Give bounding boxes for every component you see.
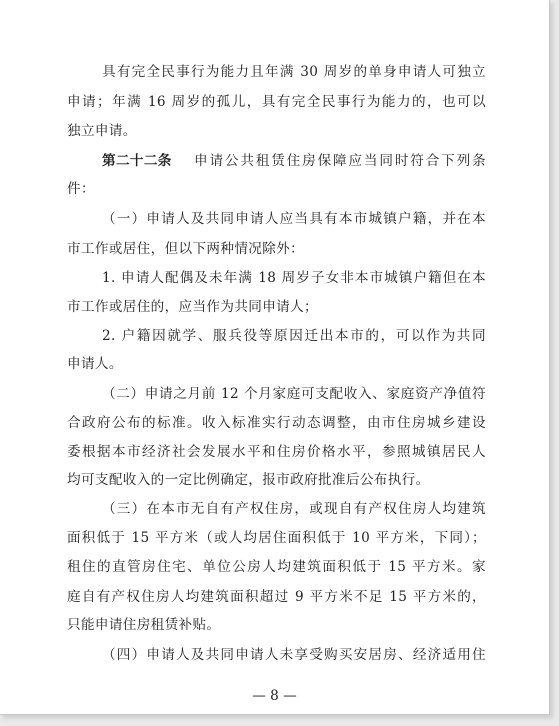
text-line: 委根据本市经济社会发展水平和住房价格水平，参照城镇居民人 [67, 444, 486, 460]
text-line: 独立申请。 [67, 123, 137, 139]
text-line: （一）申请人及共同申请人应当具有本市城镇户籍，并在本 [102, 211, 486, 227]
text-line: 只能申请住房租赁补贴。 [67, 617, 221, 633]
text-line: 1. 申请人配偶及未年满 18 周岁子女非本市城镇户籍但在本 [102, 270, 486, 286]
text-line: 申请人。 [67, 356, 123, 372]
text-line: 均可支配收入的一定比例确定，报市政府批准后公布执行。 [67, 472, 430, 488]
text-line: （二）申请之月前 12 个月家庭可支配收入、家庭资产净值符 [102, 386, 486, 402]
text-line: 租住的直管房住宅、单位公房人均建筑面积低于 15 平方米。家 [67, 559, 486, 575]
text-line: （四）申请人及共同申请人未享受购买安居房、经济适用住 [102, 647, 486, 663]
text-line: 申请公共租赁住房保障应当同时符合下列条 [194, 153, 486, 169]
text-line: 件： [67, 181, 95, 197]
text-line: 市工作或居住，但以下两种情况除外： [67, 241, 305, 257]
text-line: （三）在本市无自有产权住房，或现自有产权住房人均建筑 [102, 501, 486, 517]
text-line: 申请；年满 16 周岁的孤儿，具有完全民事行为能力的，也可以 [67, 94, 486, 110]
page-number: — 8 — [252, 688, 297, 704]
text-line: 面积低于 15 平方米（或人均居住面积低于 10 平方米，下同）； [67, 530, 486, 546]
article-heading: 第二十二条 [102, 153, 172, 169]
text-line: 具有完全民事行为能力且年满 30 周岁的单身申请人可独立 [102, 64, 486, 80]
text-line: 合政府公布的标准。收入标准实行动态调整，由市住房城乡建设 [67, 415, 486, 431]
text-line: 2. 户籍因就学、服兵役等原因迁出本市的，可以作为共同 [102, 328, 486, 344]
text-line: 庭自有产权住房人均建筑面积超过 9 平方米不足 15 平方米的， [67, 589, 486, 605]
text-line: 市工作或居住的，应当作为共同申请人； [67, 299, 318, 315]
